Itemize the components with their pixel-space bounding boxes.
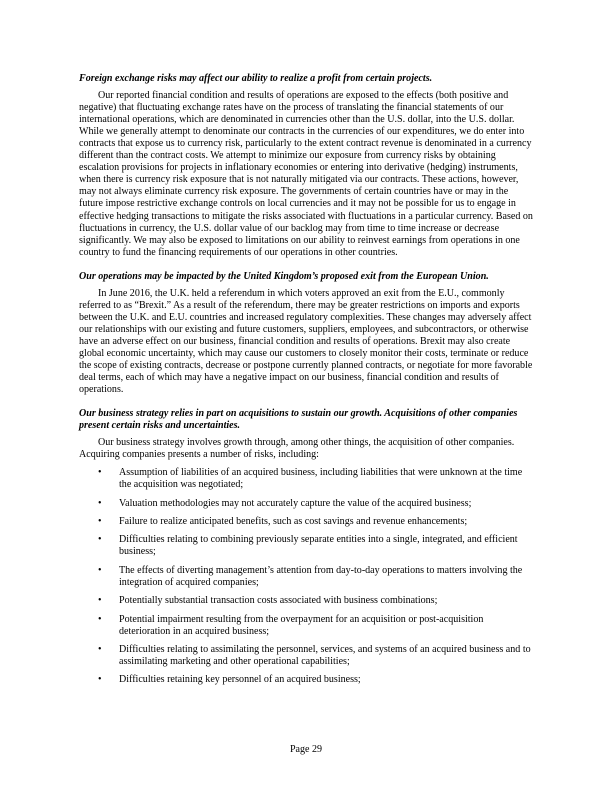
bullet-item (79, 565, 534, 589)
bullet-item (79, 467, 534, 491)
bullet-text: Difficulties relating to assimilating the personnel, services, and systems of an acquired business and to assimilating marketing and other operational capabilities; (119, 643, 531, 667)
section-paragraph: In June 2016, the U.K. held a referendum in which voters approved an exit from the E.U., commonly referred to as “Brexit.” As a result of the referendum, there may be greater restrictions on imports and exports between the U.K. and E.U. countries and increased regulatory complexities. These changes may adversely affect our relationships with our existing and future customers, suppliers, employees, and subcontractors, or otherwise have an adverse effect on our business, financial condition and results of operations. Brexit may also create global economic uncertainty, which may cause our customers to closely monitor their costs, terminate or reduce the scope of existing contracts, decrease or postpone currently planned contracts, or negotiate for more favorable deal terms, each of which may have a negative impact on our business, financial condition and results of operations. (79, 287, 533, 396)
bullet-icon: • (98, 497, 102, 509)
bullet-icon: • (98, 643, 102, 655)
page-content (79, 73, 534, 693)
bullet-item (79, 595, 534, 607)
bullet-icon: • (98, 467, 102, 479)
section-heading: Our operations may be impacted by the United Kingdom’s proposed exit from the European Union. (79, 270, 489, 282)
bullet-text: The effects of diverting management’s attention from day-to-day operations to matters involving the integration of acquired companies; (119, 564, 523, 588)
bullet-item (79, 516, 534, 528)
section-acquisitions (79, 408, 534, 686)
page-number: Page 29 (289, 744, 323, 755)
bullet-item (79, 644, 534, 668)
section-paragraph: Our reported financial condition and results of operations are exposed to the effects (both positive and negative) that fluctuating exchange rates have on the process of translating the financial statements of our international operations, which are denominated in currencies other than the U.S. dollar, into the U.S. dollar. While we generally attempt to denominate our contracts in the currencies of our expenditures, we do enter into contracts that expose us to currency risk, particularly to the extent contract revenue is denominated in a currency different than the contract costs. We attempt to minimize our exposure from currency risks by obtaining escalation provisions for projects in inflationary economies or entering into derivative (hedging) instruments, when there is currency risk exposure that is not naturally mitigated via our contracts. These actions, however, may not always eliminate currency risk exposure. The governments of certain countries have or may in the future impose restrictive exchange controls on local currencies and it may not be possible for us to engage in effective hedging transactions to mitigate the risks associated with fluctuations in a particular currency. Based on fluctuations in currency, the U.S. dollar value of our backlog may from time to time increase or decrease significantly. We may also be exposed to limitations on our ability to reinvest earnings from operations in one country to fund the financing requirements of our operations in other countries. (79, 90, 533, 258)
section-heading: Our business strategy relies in part on acquisitions to sustain our growth. Acquisitions of other companies present certain risks and uncertainties. (79, 408, 518, 432)
section-heading: Foreign exchange risks may affect our ability to realize a profit from certain projects. (79, 73, 433, 84)
bullet-icon: • (98, 516, 102, 528)
bullet-icon: • (98, 613, 102, 625)
bullet-text: Difficulties relating to combining previously separate entities into a single, integrated, and efficient business; (119, 534, 518, 558)
bullet-icon: • (98, 595, 102, 607)
bullet-text: Difficulties retaining key personnel of an acquired business; (119, 674, 361, 686)
bullet-text: Valuation methodologies may not accurately capture the value of the acquired business; (119, 497, 472, 509)
bullet-item (79, 498, 534, 510)
risk-bullet-list (79, 467, 534, 686)
section-paragraph: Our business strategy involves growth through, among other things, the acquisition of other companies. Acquiring companies presents a number of risks, including: (79, 437, 515, 461)
bullet-icon: • (98, 534, 102, 546)
bullet-icon: • (98, 564, 102, 576)
section-foreign-exchange (79, 73, 534, 259)
bullet-text: Failure to realize anticipated benefits, such as cost savings and revenue enhancements; (119, 516, 468, 528)
bullet-text: Potential impairment resulting from the overpayment for an acquisition or post-acquisition deterioration in an acquired business; (119, 613, 484, 637)
bullet-item (79, 614, 534, 638)
bullet-icon: • (98, 674, 102, 686)
bullet-text: Potentially substantial transaction costs associated with business combinations; (119, 595, 438, 607)
bullet-text: Assumption of liabilities of an acquired business, including liabilities that were unknown at the time the acquisition was negotiated; (119, 467, 523, 491)
section-brexit (79, 271, 534, 396)
bullet-item (79, 674, 534, 686)
bullet-item (79, 534, 534, 558)
